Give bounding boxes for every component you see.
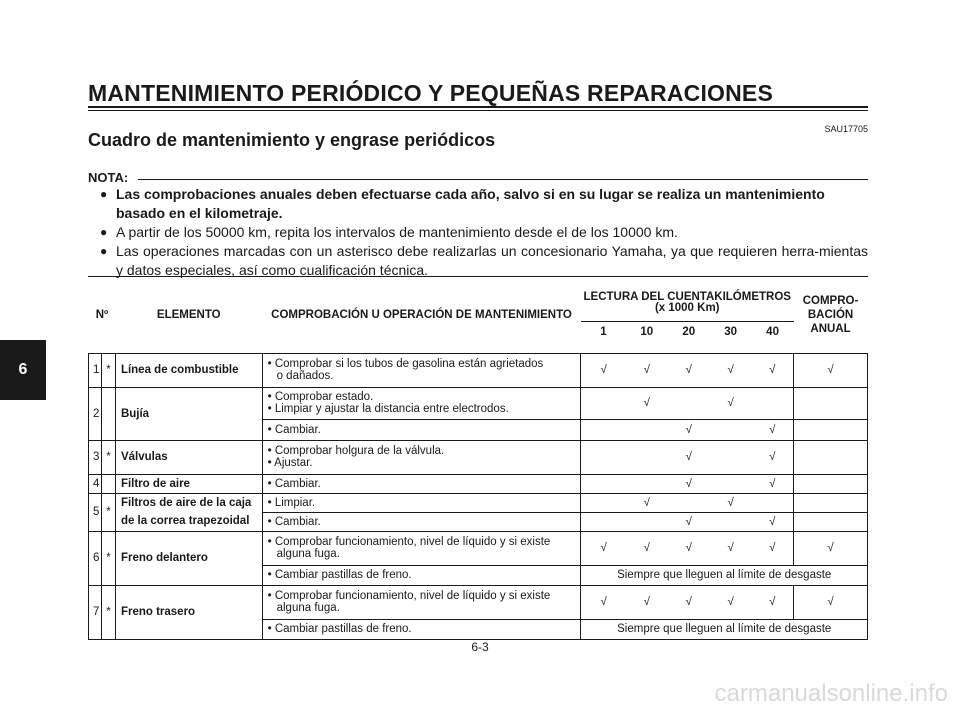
header-annual: COMPRO- BACIÓN ANUAL [802,294,859,335]
header-element: ELEMENTO [156,308,221,321]
section-title: Cuadro de mantenimiento y engrase periódicos [88,130,496,150]
header-reading: LECTURA DEL CUENTAKILÓMETROS (x 1000 Km) [581,286,794,321]
header-operation: COMPROBACIÓN U OPERACIÓN DE MANTENIMIENTO [271,308,572,321]
header-no: Nº [95,308,109,321]
header-km: 30 [724,326,738,339]
nota-list [100,185,868,280]
table-row: • Cambiar pastillas de freno. Siempre que lleguen al límite de desgaste [89,565,868,585]
header-km: 20 [682,326,696,339]
page-number: 6-3 [471,640,489,654]
table-row: 4 Filtro de aire • Cambiar. √ √ [89,474,868,493]
table-row: • Cambiar. √ √ [89,419,868,440]
table-row: 1 * Línea de combustible • Comprobar si los tubos de gasolina están agrietados o dañados. √ √ √ √ √ √ [89,353,868,387]
table-row: 6 * Freno delantero • Comprobar funcionamiento, nivel de líquido y si existe alguna fuga. √ √ √ √ √ √ [89,531,868,565]
separator-rule [88,276,868,277]
nota-item: ● Las operaciones marcadas con un asterisco debe realizarlas un concesionario Yamaha, ya que requieren herra-mientas y datos especiales, así como cualificación técnica. [100,243,868,278]
table-row: 2 Bujía • Comprobar estado. • Limpiar y ajustar la distancia entre electrodos. √ √ [89,387,868,419]
table-row: de la correa trapezoidal • Cambiar. √ √ [89,512,868,531]
table-row: 7 * Freno trasero • Comprobar funcionamiento, nivel de líquido y si existe alguna fuga. √ √ √ √ √ √ [89,585,868,619]
bullet-icon: ● [100,244,108,258]
table-row: 3 * Válvulas • Comprobar holgura de la válvula. • Ajustar. √ √ [89,440,868,474]
title-rule [88,106,868,108]
nota-item: ● A partir de los 50000 km, repita los intervalos de mantenimiento desde el de los 10000 km. [100,224,678,240]
page-title: MANTENIMIENTO PERIÓDICO Y PEQUEÑAS REPARACIONES [88,80,774,106]
maintenance-table [88,286,868,640]
title-rule-thin [88,110,868,111]
chapter-tab: 6 [0,340,46,400]
header-km: 40 [766,326,779,339]
watermark: carmanualsonline.info [714,680,948,707]
header-km: 10 [640,326,654,339]
reference-code: SAU17705 [824,124,868,134]
table-row: • Cambiar pastillas de freno. Siempre que lleguen al límite de desgaste [89,619,868,639]
nota-label: NOTA: [88,170,129,185]
bullet-icon: ● [100,225,108,239]
nota-item: ● Las comprobaciones anuales deben efectuarse cada año, salvo si en su lugar se realiza un mantenimiento basado en el kilometraje. [100,186,825,221]
header-row [89,286,868,321]
bullet-icon: ● [100,187,108,201]
table-row: 5 * Filtros de aire de la caja • Limpiar. √ √ [89,493,868,512]
header-km: 1 [600,326,607,339]
nota-rule [138,179,868,180]
